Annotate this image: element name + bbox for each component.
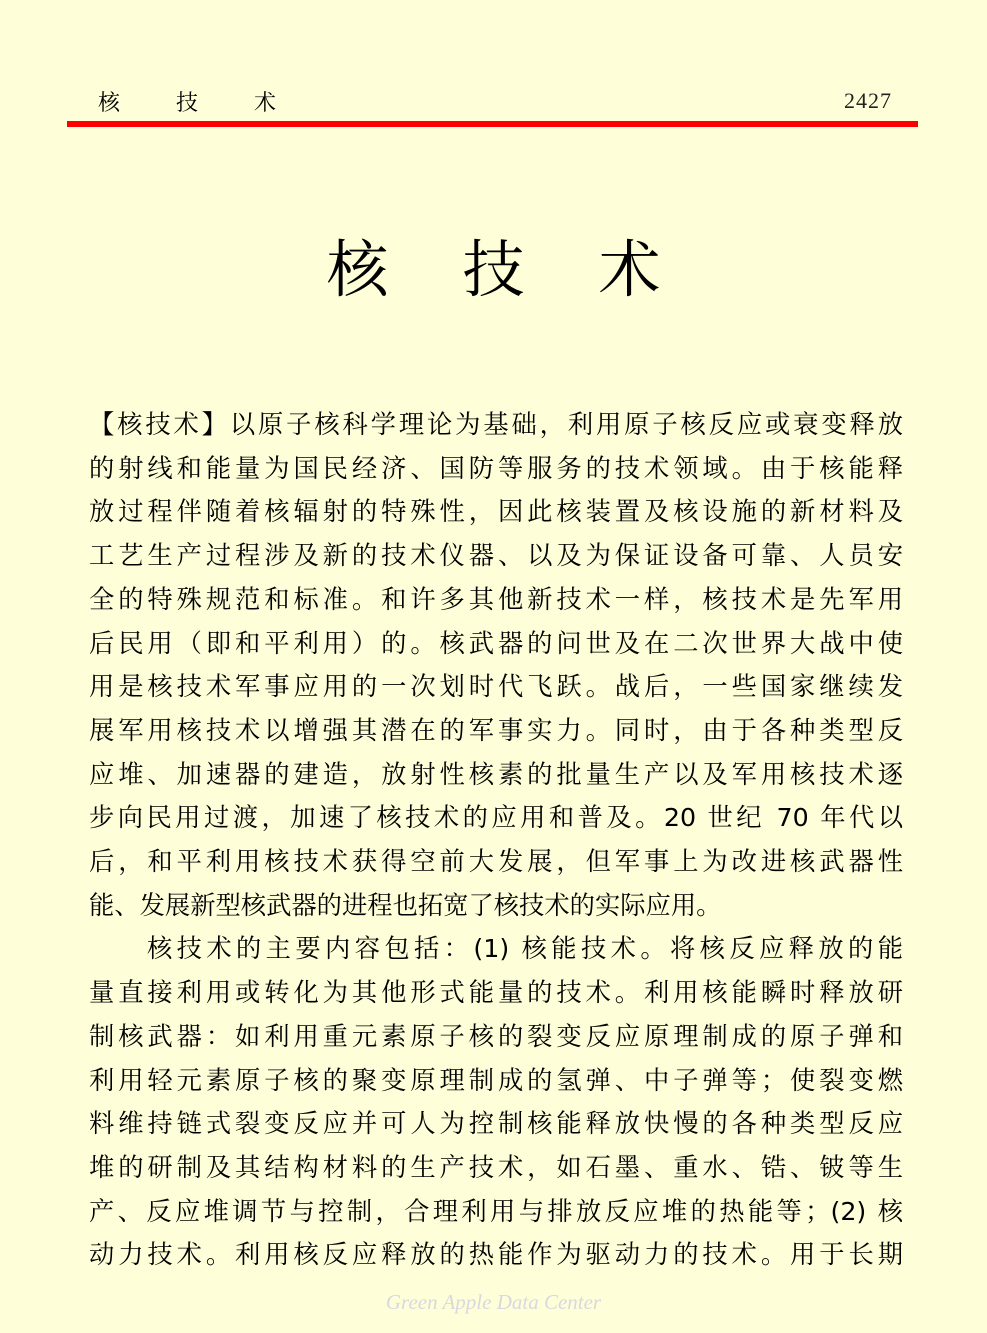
text-line: 工艺生产过程涉及新的技术仪器、以及为保证设备可靠、人员安	[89, 541, 903, 571]
text-line: 利用轻元素原子核的聚变原理制成的氢弹、中子弹等；使裂变燃	[89, 1065, 903, 1095]
paragraph-2	[89, 927, 903, 1277]
text-line: 展军用核技术以增强其潜在的军事实力。同时，由于各种类型反	[89, 715, 903, 745]
text-line: 动力技术。利用核反应释放的热能作为驱动力的技术。用于长期	[89, 1240, 903, 1270]
text-line: 放过程伴随着核辐射的特殊性，因此核装置及核设施的新材料及	[89, 497, 903, 527]
text-line: 料维持链式裂变反应并可人为控制核能释放快慢的各种类型反应	[89, 1109, 903, 1139]
running-head-char: 核	[98, 91, 121, 116]
header-rule	[67, 121, 918, 127]
title-char: 技	[462, 233, 525, 306]
text-line: 产、反应堆调节与控制，合理利用与排放反应堆的热能等；(2) 核	[89, 1196, 903, 1226]
text-line: 堆的研制及其结构材料的生产技术，如石墨、重水、锆、铍等生	[89, 1152, 903, 1182]
running-head-char: 术	[254, 91, 277, 116]
text-line: 【核技术】以原子核科学理论为基础，利用原子核反应或衰变释放	[89, 410, 903, 439]
title-char: 术	[598, 233, 661, 306]
text-line: 后民用（即和平利用）的。核武器的问世及在二次世界大战中使	[89, 628, 903, 658]
text-line: 后，和平利用核技术获得空前大发展，但军事上为改进核武器性	[89, 847, 903, 877]
text-line: 用是核技术军事应用的一次划时代飞跃。战后，一些国家继续发	[89, 672, 903, 702]
running-head-char: 技	[176, 91, 199, 116]
text-line: 应堆、加速器的建造，放射性核素的批量生产以及军用核技术逐	[89, 759, 903, 789]
watermark: Green Apple Data Center	[385, 1290, 602, 1314]
text-line: 制核武器：如利用重元素原子核的裂变反应原理制成的原子弹和	[89, 1021, 903, 1051]
text-line: 核技术的主要内容包括：(1) 核能技术。将核反应释放的能	[147, 934, 903, 964]
text-line: 的射线和能量为国民经济、国防等服务的技术领域。由于核能释	[89, 453, 903, 483]
paragraph-1	[89, 403, 903, 927]
text-line: 能、发展新型核武器的进程也拓宽了核技术的实际应用。	[89, 890, 722, 920]
article-body	[89, 403, 903, 1277]
title-char: 核	[326, 233, 389, 306]
text-line: 量直接利用或转化为其他形式能量的技术。利用核能瞬时释放研	[89, 978, 903, 1008]
running-head	[98, 86, 276, 117]
text-line: 全的特殊规范和标准。和许多其他新技术一样，核技术是先军用	[89, 584, 903, 614]
page-number: 2427	[844, 88, 892, 113]
page-title	[0, 232, 987, 308]
text-line: 步向民用过渡，加速了核技术的应用和普及。20 世纪 70 年代以	[89, 803, 903, 833]
